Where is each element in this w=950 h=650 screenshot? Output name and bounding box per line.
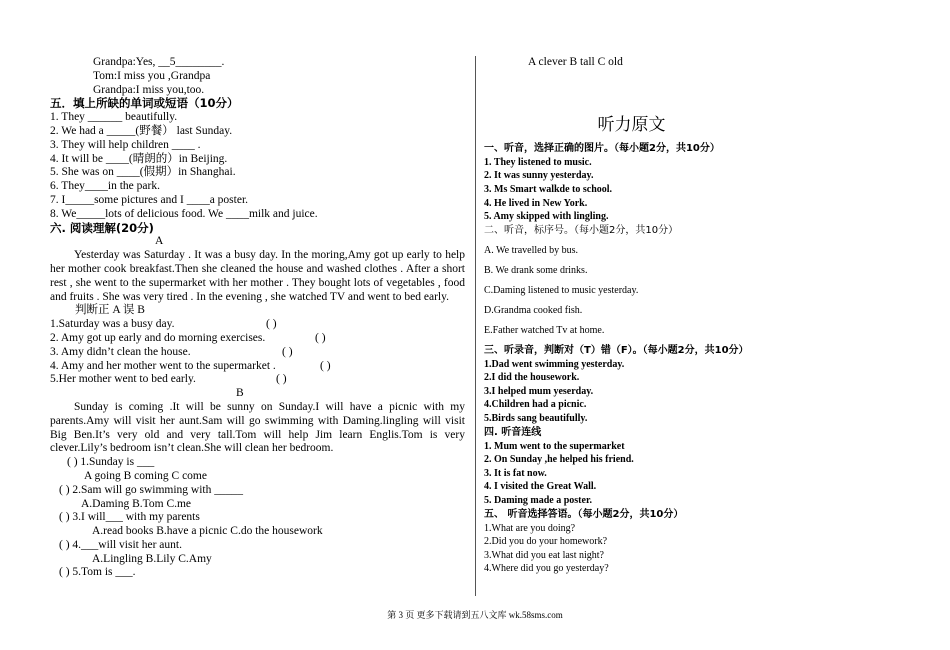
script-item: 2.I did the housework. <box>484 372 580 384</box>
script-item: 3.I helped mum yeserday. <box>484 385 594 397</box>
column-divider <box>475 56 476 596</box>
tf-question-text: 5.Her mother went to bed early. <box>50 373 196 386</box>
fill-item: 7. I_____some pictures and I ____a poster. <box>50 193 249 206</box>
tf-question-text: 2. Amy got up early and do morning exercises. <box>50 331 266 344</box>
part5-title: 五、 听音选择答语。（每小题2分，共10分） <box>484 508 684 520</box>
script-item: B. We drank some drinks. <box>484 264 588 276</box>
fill-item: 1. They ______ beautifully. <box>50 111 178 124</box>
section6-title: 六. 阅读理解(20分) <box>50 220 154 235</box>
fill-item: 4. It will be ____(晴朗的）in Beijing. <box>50 152 228 165</box>
script-item: 5.Birds sang beautifully. <box>484 413 588 425</box>
tf-question-text: 3. Amy didn’t clean the house. <box>50 345 191 358</box>
script-item: 3. Ms Smart walkde to school. <box>484 183 613 195</box>
script-item: C.Daming listened to music yesterday. <box>484 284 639 296</box>
fill-item: 2. We had a _____(野餐） last Sunday. <box>50 124 233 137</box>
passage-a-instruction: 判断正 A 误 B <box>75 304 145 317</box>
mc-question: ( ) 3.I will___ with my parents <box>59 511 200 524</box>
script-item: 4. He lived in New York. <box>484 197 588 209</box>
part3-title: 三、听录音，判断对（T）错（F）。（每小题2分，共10分） <box>484 344 749 356</box>
answer-bracket[interactable]: ( ) <box>320 359 331 372</box>
answer-bracket[interactable]: ( ) <box>315 331 326 344</box>
passage-a-label: A <box>155 235 164 248</box>
script-item: 3.What did you eat last night? <box>484 549 604 561</box>
dialogue-line: Grandpa:Yes, __5________. <box>93 56 225 68</box>
mc-question: ( ) 4.___will visit her aunt. <box>59 538 182 551</box>
top-options: A clever B tall C old <box>528 56 623 68</box>
passage-b-text: Sunday is coming .It will be sunny on Sunday.I will have a picnic with my parents.Amy will visit her aunt.Sam will go swimming with Daming.lingling will visit Big Ben.It’s very old and very tall.Tom will help Jim learn Englis.Tom is very clever.Lily’s bedroom isn’t clean.She will clean her bedroom. <box>50 400 465 455</box>
mc-options: A going B coming C come <box>84 469 207 482</box>
listening-script-title: 听力原文 <box>597 114 666 135</box>
script-item: 4.Children had a picnic. <box>484 399 587 411</box>
script-item: 1.Dad went swimming yesterday. <box>484 358 625 370</box>
dialogue-line: Tom:I miss you ,Grandpa <box>93 69 211 82</box>
script-item: 3. It is fat now. <box>484 467 547 479</box>
mc-options: A.Daming B.Tom C.me <box>81 497 192 510</box>
fill-item: 5. She was on ____(假期）in Shanghai. <box>50 166 236 179</box>
section5-title: 五．填上所缺的单词或短语（10分） <box>50 96 239 111</box>
answer-bracket[interactable]: ( ) <box>266 318 277 331</box>
tf-question <box>50 346 465 360</box>
answer-bracket[interactable]: ( ) <box>276 373 287 386</box>
script-item: E.Father watched Tv at home. <box>484 324 605 336</box>
mc-question: ( ) 1.Sunday is ___ <box>67 456 155 469</box>
script-item: 1. Mum went to the supermarket <box>484 440 625 452</box>
script-item: 2. It was sunny yesterday. <box>484 170 594 182</box>
tf-question <box>50 360 465 374</box>
script-item: 4. I visited the Great Wall. <box>484 481 597 493</box>
mc-question: ( ) 2.Sam will go swimming with _____ <box>59 483 243 496</box>
script-item: A. We travelled by bus. <box>484 244 578 256</box>
tf-question-text: 1.Saturday was a busy day. <box>50 318 175 331</box>
left-column <box>50 56 465 580</box>
part4-title: 四. 听音连线 <box>484 426 542 438</box>
script-item: 1.What are you doing? <box>484 522 576 534</box>
tf-question-text: 4. Amy and her mother went to the supermarket . <box>50 359 276 372</box>
answer-bracket[interactable]: ( ) <box>282 345 293 358</box>
script-item: 5. Amy skipped with lingling. <box>484 211 609 223</box>
mc-options: A.Lingling B.Lily C.Amy <box>92 552 212 565</box>
dialogue-line: Grandpa:I miss you,too. <box>93 83 205 96</box>
part2-title: 二、听音，标序号。（每小题2分，共10分） <box>484 224 679 236</box>
tf-question <box>50 373 465 387</box>
script-item: D.Grandma cooked fish. <box>484 304 583 316</box>
fill-item: 8. We_____lots of delicious food. We ____milk and juice. <box>50 207 318 220</box>
script-item: 1. They listened to music. <box>484 156 592 168</box>
right-column <box>484 56 779 576</box>
passage-b-label: B <box>236 387 244 400</box>
script-item: 2. On Sunday ,he helped his friend. <box>484 454 634 466</box>
part1-title: 一、听音，选择正确的图片。（每小题2分，共10分） <box>484 142 720 154</box>
script-item: 5. Daming made a poster. <box>484 495 592 507</box>
script-item: 4.Where did you go yesterday? <box>484 563 609 575</box>
mc-options: A.read books B.have a picnic C.do the housework <box>92 525 323 538</box>
fill-item: 3. They will help children ____ . <box>50 138 201 151</box>
passage-a-text: Yesterday was Saturday . It was a busy day. In the moring,Amy got up early to help her mother cook breakfast.Then she cleaned the house and washed clothes . After a short rest , she went to the supermarket with her mother . They bought lots of vegetables , food and fruits . She was very tired . In the evening , she watched TV and went to bed early. <box>50 249 465 303</box>
fill-item: 6. They____in the park. <box>50 180 160 193</box>
page-footer: 第 3 页 更多下载请到五八文库 wk.58sms.com <box>387 610 563 620</box>
script-item: 2.Did you do your homework? <box>484 536 608 548</box>
mc-question: ( ) 5.Tom is ___. <box>59 566 136 579</box>
tf-question <box>50 332 465 346</box>
tf-question <box>50 318 465 332</box>
